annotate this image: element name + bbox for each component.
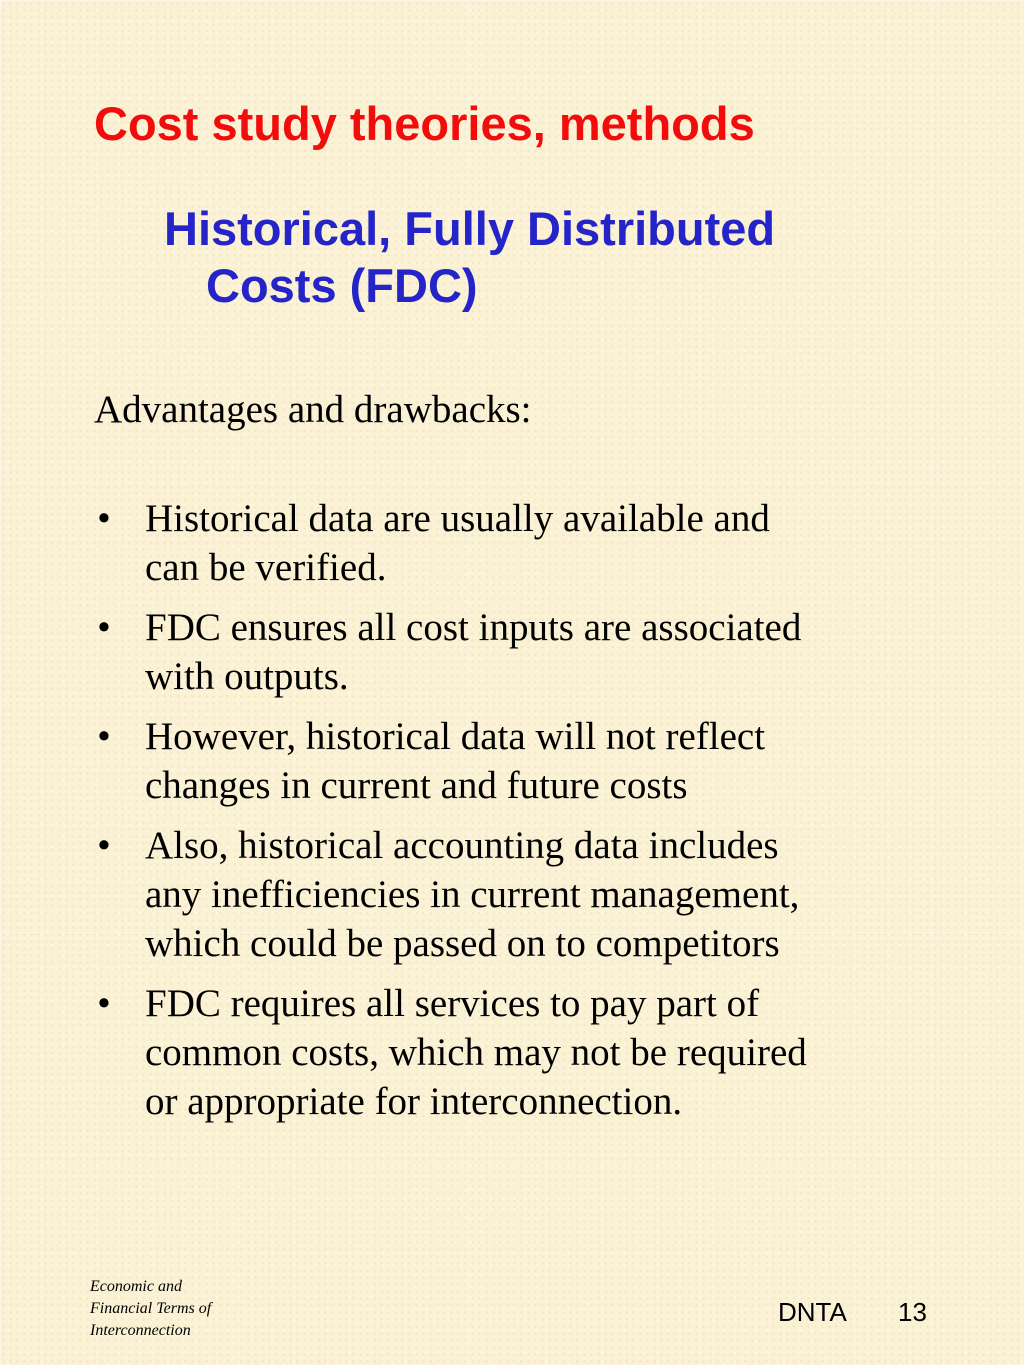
bullet-text-line: changes in current and future costs — [145, 764, 688, 807]
bullet-text-line: common costs, which may not be required — [145, 1031, 807, 1074]
bullet-icon: • — [97, 715, 111, 758]
bullet-text-line: Also, historical accounting data includes — [145, 824, 779, 867]
bullet-text-line: any inefficiencies in current management, — [145, 873, 800, 916]
bullet-item — [94, 821, 954, 968]
bullet-icon: • — [97, 606, 111, 649]
bullet-text-line: However, historical data will not reflect — [145, 715, 766, 758]
slide-subtitle — [164, 200, 924, 314]
bullet-item — [94, 712, 954, 810]
subtitle-line: Costs (FDC) — [206, 259, 478, 312]
bullet-text-line: FDC requires all services to pay part of — [145, 982, 760, 1025]
bullet-icon: • — [97, 982, 111, 1025]
bullet-list — [94, 494, 954, 1137]
bullet-text-line: which could be passed on to competitors — [145, 922, 780, 965]
bullet-text-line: or appropriate for interconnection. — [145, 1080, 683, 1123]
page-number: 13 — [898, 1297, 927, 1327]
bullet-text-line: with outputs. — [145, 655, 349, 698]
footer-organization: DNTA — [778, 1297, 847, 1327]
bullet-icon: • — [97, 824, 111, 867]
bullet-item — [94, 494, 954, 592]
footer-course-title — [90, 1276, 211, 1342]
bullet-text-line: can be verified. — [145, 546, 387, 589]
subtitle-line: Historical, Fully Distributed — [164, 202, 776, 255]
footer-line: Financial Terms of — [90, 1300, 212, 1317]
bullet-text-line: Historical data are usually available and — [145, 497, 770, 540]
footer-line: Interconnection — [90, 1322, 191, 1339]
bullet-item — [94, 979, 954, 1126]
bullet-text-line: FDC ensures all cost inputs are associated — [145, 606, 802, 649]
bullet-item — [94, 603, 954, 701]
bullet-icon: • — [97, 497, 111, 540]
footer-line: Economic and — [90, 1278, 182, 1295]
intro-text: Advantages and drawbacks: — [94, 388, 532, 431]
slide-title: Cost study theories, methods — [94, 97, 755, 150]
